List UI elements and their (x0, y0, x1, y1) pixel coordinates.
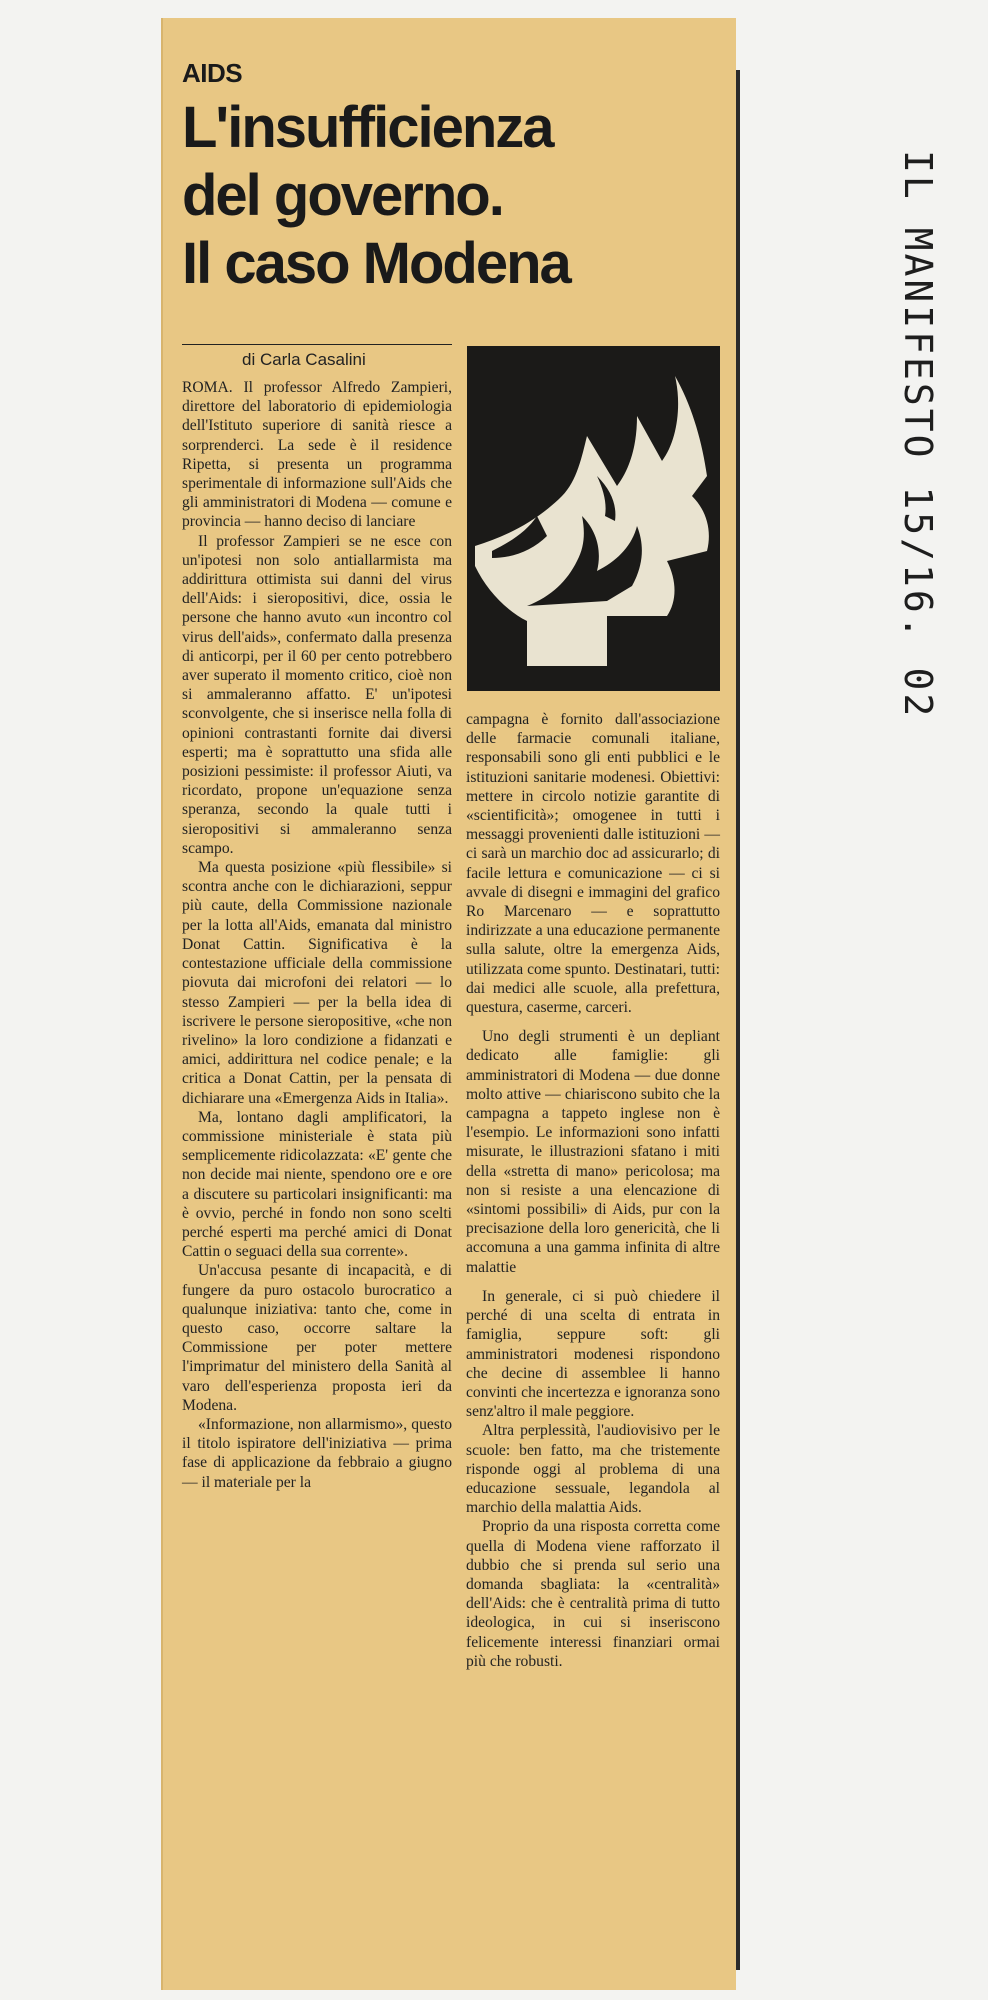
paragraph: Altra perplessità, l'audiovisivo per le scuole: ben fatto, ma che tristemente risponde oggi al problema di una educazione sessuale, legandola al marchio della malattia Aids. (466, 1422, 720, 1517)
paragraph: Ma questa posizione «più flessibile» si scontra anche con le dichiarazioni, seppur più caute, della Commissione nazionale per la lotta all'Aids, emanata dal ministro Donat Cattin. Significativa è la contestazione ufficiale della commissione piovuta dai microfoni dei relatori — lo stesso Zampieri — per la bella idea di iscrivere le persone sieropositive, «che non rivelino» la loro condizione a fidanzati e amici, addirittura nel codice penale; e la critica a Donat Cattin, per la pensata di dichiarare una «Emergenza Aids in Italia». (182, 859, 452, 1107)
byline-rule (182, 344, 452, 345)
flame-illustration-graphic (467, 346, 720, 691)
handwritten-source-note (885, 150, 975, 720)
paragraph: Uno degli strumenti è un depliant dedicato alle famiglie: gli amministratori di Modena — due donne molto attive — chiariscono subito che la campagna a tappeto inglese non è l'esempio. Le informazioni sono infatti misurate, le illustrazioni sfatano i miti della «stretta di mano» pericolosa; ma non si resiste a una elencazione di «sintomi possibili» di Aids, pur con la precisazione della loro genericità, che li accomuna a una gamma infinita di altre malattie (466, 1028, 720, 1276)
handwritten-note-text: IL MANIFESTO 15/16. 02. 87 (896, 150, 940, 720)
section-kicker: AIDS (182, 58, 243, 88)
article-headline (182, 94, 722, 298)
paragraph: Proprio da una risposta corretta come quella di Modena viene rafforzato il dubbio che si prenda sul serio una domanda sbagliata: la «centralità» dell'Aids: che è centralità prima di tutto ideologica, in cui si inseriscono felicemente interessi finanziari ormai più che robusti. (466, 1518, 720, 1670)
headline-line-3: Il caso Modena (182, 231, 570, 296)
article-column-left (182, 378, 452, 1492)
headline-line-1: L'insufficienza (182, 95, 553, 160)
paragraph: Ma, lontano dagli amplificatori, la commissione ministeriale è stata più semplicemente ridicolazzata: «E' gente che non decide mai niente, spendono ore e ore a discutere su particolari insignificanti: ma è ovvio, perché in fondo non sono scelti perché esperti ma perché amici di Donat Cattin o seguaci della sua corrente». (182, 1108, 452, 1261)
paragraph: Il professor Zampieri se ne esce con un'ipotesi non solo antiallarmista ma addirittura ottimista sui danni del virus dell'Aids: i sieropositivi, dice, ossia le persone che hanno avuto «un incontro col virus dell'aids», confermato dalla presenza di anticorpi, per il 60 per cento potrebbero aver superato il momento critico, cioè non si ammaleranno affatto. E' un'ipotesi sconvolgente, che si inserisce nella folla di opinioni contrastanti fornite dai diversi esperti; ma è soprattutto una sfida alle posizioni pessimiste: il professor Aiuti, va ricordato, propone un'equazione senza speranza, secondo la quale tutti i sieropositivi si ammaleranno senza scampo. (182, 532, 452, 857)
article-column-right (466, 710, 720, 1671)
paragraph: campagna è fornito dall'associazione delle farmacie comunali italiane, responsabili sono gli enti pubblici e le istituzioni sanitarie modenesi. Obiettivi: mettere in circolo notizie garantite di «scientificità»; omogenee in tutti i messaggi provenienti dalle istituzioni — ci sarà un marchio doc ad assicurarlo; di facile lettura e comunicazione — ci si avvale di disegni e immagini del grafico Ro Marcenaro — e soprattutto indirizzate a una educazione permanente sulla salute, oltre la emergenza Aids, utilizzata come spunto. Destinatari, tutti: dai medici alle scuole, alla prefettura, questura, caserme, carceri. (466, 711, 720, 1017)
flame-illustration (467, 346, 720, 691)
paragraph: Un'accusa pesante di incapacità, e di fungere da puro ostacolo burocratico a qualunque iniziativa: tanto che, come in questo caso, occorre saltare la Commissione per poter mettere l'imprimatur del ministero della Sanità al varo dell'esperienza proposta ieri da Modena. (182, 1262, 452, 1414)
paragraph: In generale, ci si può chiedere il perché di una scelta di entrata in famiglia, seppure soft: gli amministratori modenesi rispondono che decine di assemblee li hanno convinti che incertezza e ignoranza sono senz'altro il male peggiore. (466, 1287, 720, 1421)
clipping-edge-shadow (736, 70, 740, 1970)
paragraph: «Informazione, non allarmismo», questo il titolo ispiratore dell'iniziativa — prima fase di applicazione da febbraio a giugno — il materiale per la (182, 1415, 452, 1491)
article-byline: di Carla Casalini (242, 350, 366, 369)
paragraph: ROMA. Il professor Alfredo Zampieri, direttore del laboratorio di epidemiologia dell'Istituto superiore di sanità riesce a sorprenderci. La sede è il residence Ripetta, si presenta un programma sperimentale di informazione sull'Aids che gli amministratori di Modena — comune e provincia — hanno deciso di lanciare (182, 379, 452, 531)
handwritten-source-note-graphic (885, 150, 975, 720)
headline-line-2: del governo. (182, 163, 503, 228)
